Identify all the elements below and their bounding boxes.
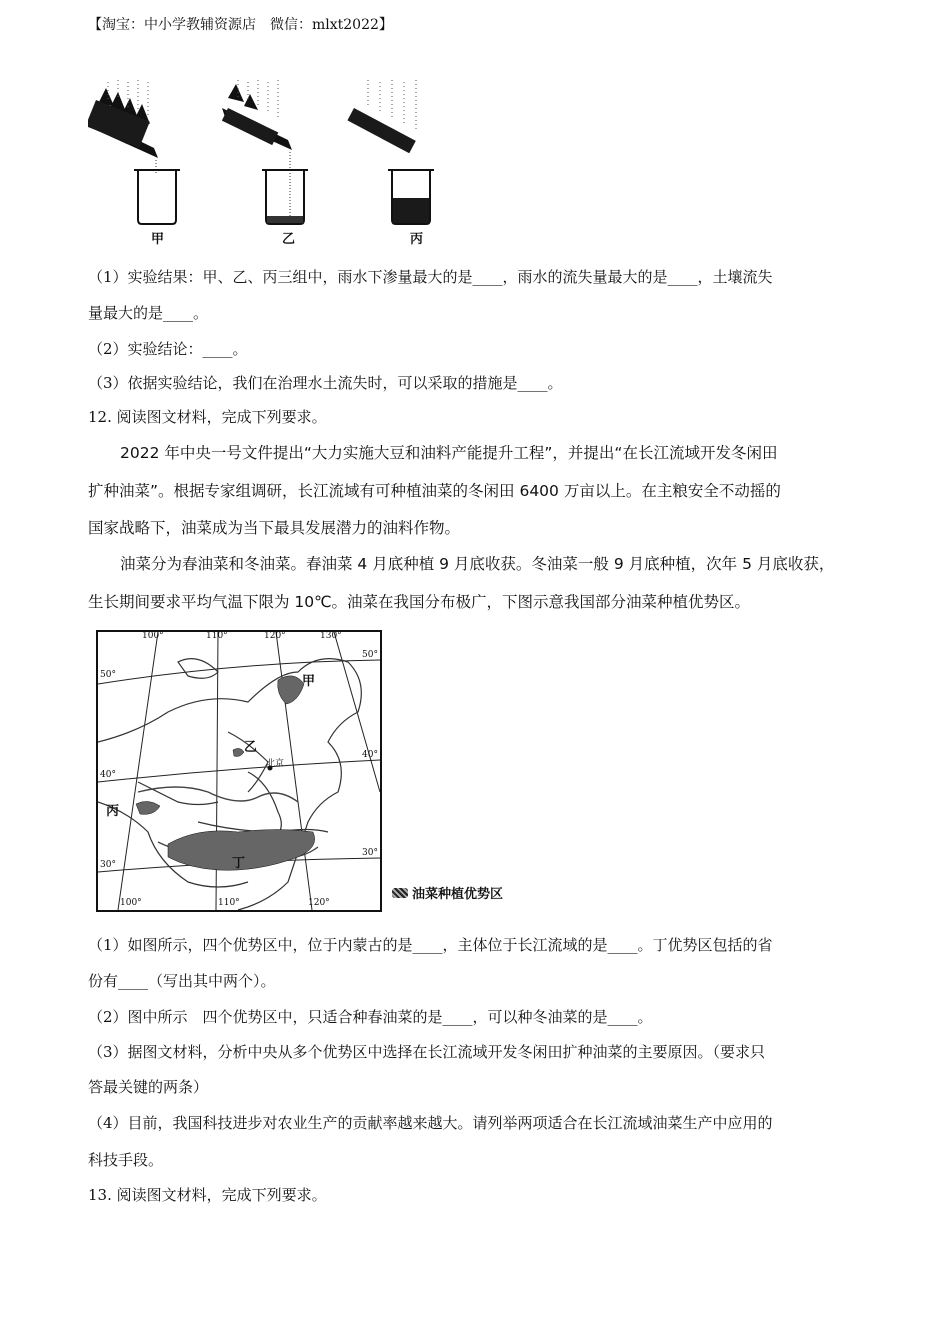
- label-yi: 乙: [282, 232, 296, 247]
- rapeseed-map: [96, 630, 382, 912]
- q11-part1-line1: （1）实验结果：甲、乙、丙三组中，雨水下渗量最大的是____，雨水的流失量最大的是____，土壤流失: [88, 268, 773, 286]
- slope-yi: [222, 84, 292, 150]
- map-lat-left-30: 30°: [100, 860, 116, 870]
- map-region-yi: 乙: [244, 740, 258, 755]
- map-lon-top-120: 120°: [264, 631, 286, 641]
- map-lat-right-30: 30°: [362, 848, 378, 858]
- map-lon-bottom-100: 100°: [120, 898, 142, 908]
- beaker-jia: [134, 170, 180, 224]
- q12-para1-line1: 2022 年中央一号文件提出“大力实施大豆和油料产能提升工程”，并提出“在长江流域开发冬闲田: [120, 444, 778, 462]
- q12-s4-line2: 科技手段。: [88, 1151, 164, 1169]
- region-bing-shape: [136, 801, 160, 814]
- map-region-jia: 甲: [302, 674, 316, 689]
- q12-s3-line1: （3）据图文材料，分析中央从多个优势区中选择在长江流域开发冬闲田扩种油菜的主要原因。（要求只: [88, 1043, 766, 1061]
- q12-s4-line1: （4）目前，我国科技进步对农业生产的贡献率越来越大。请列举两项适合在长江流域油菜生产中应用的: [88, 1114, 773, 1132]
- map-legend: [392, 883, 503, 902]
- q12-s3-line2: 答最关键的两条）: [88, 1078, 209, 1096]
- q11-part2: （2）实验结论：____。: [88, 340, 248, 358]
- region-jia-shape: [278, 676, 304, 704]
- map-lat-right-50: 50°: [362, 650, 378, 660]
- map-lon-bottom-110: 110°: [218, 898, 240, 908]
- label-jia: 甲: [151, 232, 165, 247]
- map-lon-bottom-120: 120°: [308, 898, 330, 908]
- q12-para2-line2: 生长期间要求平均气温下限为 10℃。油菜在我国分布极广，下图示意我国部分油菜种植优势区。: [88, 593, 751, 611]
- q12-s2: （2）图中所示 四个优势区中，只适合种春油菜的是____，可以种冬油菜的是____。: [88, 1008, 653, 1026]
- map-region-ding: 丁: [232, 856, 246, 871]
- map-lon-top-110: 110°: [206, 631, 228, 641]
- q13-title: 13. 阅读图文材料，完成下列要求。: [88, 1186, 327, 1204]
- map-lat-left-50: 50°: [100, 670, 116, 680]
- q12-para1-line3: 国家战略下，油菜成为当下最具发展潜力的油料作物。: [88, 519, 461, 537]
- region-yi-shape: [233, 748, 244, 756]
- experiment-figure: [88, 78, 448, 248]
- slope-bing: [347, 108, 415, 153]
- map-lat-right-40: 40°: [362, 750, 378, 760]
- lat-50: [98, 660, 380, 684]
- q12-title: 12. 阅读图文材料，完成下列要求。: [88, 408, 327, 426]
- map-region-bing: 丙: [106, 804, 120, 819]
- legend-label: 油菜种植优势区: [412, 887, 504, 902]
- map-lon-top-130: 130°: [320, 631, 342, 641]
- map-lon-top-100: 100°: [142, 631, 164, 641]
- q12-para1-line2: 扩种油菜”。根据专家组调研，长江流域有可种植油菜的冬闲田 6400 万亩以上。在主粮安全不动摇的: [88, 482, 781, 500]
- q12-s1-line1: （1）如图所示，四个优势区中，位于内蒙古的是____，主体位于长江流域的是____。丁优势区包括的省: [88, 936, 773, 954]
- lat-40: [98, 760, 380, 782]
- beaker-yi: [262, 170, 308, 224]
- q12-para2-line1: 油菜分为春油菜和冬油菜。春油菜 4 月底种植 9 月底收获。冬油菜一般 9 月底种植，次年 5 月底收获，: [120, 555, 835, 573]
- map-city-beijing: 北京: [266, 759, 285, 769]
- q12-s1-line2: 份有____（写出其中两个）。: [88, 972, 276, 990]
- q11-part3: （3）依据实验结论，我们在治理水土流失时，可以采取的措施是____。: [88, 374, 563, 392]
- legend-swatch: [392, 888, 408, 898]
- page-header: 【淘宝：中小学教辅资源店 微信：mlxt2022】: [88, 17, 393, 33]
- label-bing: 丙: [410, 232, 424, 247]
- map-lat-left-40: 40°: [100, 770, 116, 780]
- q11-part1-line2: 量最大的是____。: [88, 304, 209, 322]
